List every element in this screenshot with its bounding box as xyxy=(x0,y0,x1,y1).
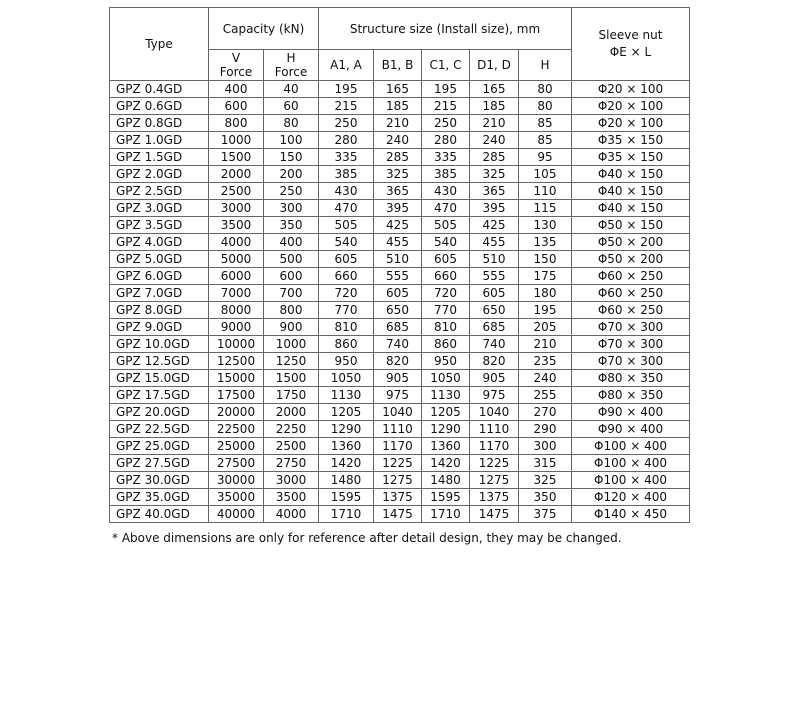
h-force-cell: 1250 xyxy=(264,353,319,370)
sleeve-nut-cell: Φ100 × 400 xyxy=(572,455,690,472)
table-row xyxy=(110,421,690,438)
sleeve-nut-cell: Φ50 × 150 xyxy=(572,217,690,234)
b1-cell: 1040 xyxy=(374,404,422,421)
c1-cell: 1420 xyxy=(422,455,470,472)
sleeve-nut-cell: Φ60 × 250 xyxy=(572,268,690,285)
h-cell: 210 xyxy=(519,336,572,353)
v-force-cell: 25000 xyxy=(209,438,264,455)
h-force-cell: 100 xyxy=(264,132,319,149)
h-cell: 205 xyxy=(519,319,572,336)
table-row xyxy=(110,81,690,98)
d1-cell: 325 xyxy=(470,166,519,183)
a1-cell: 195 xyxy=(319,81,374,98)
type-cell: GPZ 15.0GD xyxy=(110,370,209,387)
type-cell: GPZ 25.0GD xyxy=(110,438,209,455)
a1-cell: 660 xyxy=(319,268,374,285)
b1-cell: 455 xyxy=(374,234,422,251)
b1-cell: 285 xyxy=(374,149,422,166)
c1-header: C1, C xyxy=(422,50,470,81)
c1-cell: 215 xyxy=(422,98,470,115)
h-cell: 240 xyxy=(519,370,572,387)
sleeve-nut-cell: Φ40 × 150 xyxy=(572,200,690,217)
type-cell: GPZ 40.0GD xyxy=(110,506,209,523)
h-force-cell: 1000 xyxy=(264,336,319,353)
a1-cell: 505 xyxy=(319,217,374,234)
c1-cell: 1205 xyxy=(422,404,470,421)
d1-cell: 1110 xyxy=(470,421,519,438)
d1-cell: 395 xyxy=(470,200,519,217)
c1-cell: 1710 xyxy=(422,506,470,523)
b1-cell: 1170 xyxy=(374,438,422,455)
type-cell: GPZ 0.8GD xyxy=(110,115,209,132)
type-cell: GPZ 10.0GD xyxy=(110,336,209,353)
sleeve-nut-cell: Φ60 × 250 xyxy=(572,285,690,302)
table-row xyxy=(110,217,690,234)
d1-cell: 425 xyxy=(470,217,519,234)
d1-cell: 820 xyxy=(470,353,519,370)
d1-cell: 740 xyxy=(470,336,519,353)
h-force-cell: 350 xyxy=(264,217,319,234)
v-force-cell: 400 xyxy=(209,81,264,98)
h-cell: 180 xyxy=(519,285,572,302)
table-row xyxy=(110,387,690,404)
d1-cell: 365 xyxy=(470,183,519,200)
h-force-cell: 60 xyxy=(264,98,319,115)
b1-cell: 1475 xyxy=(374,506,422,523)
h-force-cell: 2500 xyxy=(264,438,319,455)
a1-cell: 950 xyxy=(319,353,374,370)
capacity-header: Capacity (kN) xyxy=(209,8,319,50)
type-cell: GPZ 1.5GD xyxy=(110,149,209,166)
sleeve-nut-cell: Φ120 × 400 xyxy=(572,489,690,506)
h-force-cell: 3000 xyxy=(264,472,319,489)
v-force-cell: 1000 xyxy=(209,132,264,149)
b1-cell: 1225 xyxy=(374,455,422,472)
b1-cell: 165 xyxy=(374,81,422,98)
b1-cell: 1275 xyxy=(374,472,422,489)
a1-cell: 215 xyxy=(319,98,374,115)
type-cell: GPZ 1.0GD xyxy=(110,132,209,149)
table-row xyxy=(110,472,690,489)
sleeve-nut-cell: Φ70 × 300 xyxy=(572,319,690,336)
a1-cell: 770 xyxy=(319,302,374,319)
v-force-cell: 6000 xyxy=(209,268,264,285)
sleeve-nut-cell: Φ40 × 150 xyxy=(572,183,690,200)
h-cell: 195 xyxy=(519,302,572,319)
h-cell: 105 xyxy=(519,166,572,183)
table-row xyxy=(110,200,690,217)
b1-cell: 425 xyxy=(374,217,422,234)
a1-cell: 605 xyxy=(319,251,374,268)
h-cell: 375 xyxy=(519,506,572,523)
d1-cell: 685 xyxy=(470,319,519,336)
table-body xyxy=(110,81,690,523)
d1-cell: 185 xyxy=(470,98,519,115)
v-force-cell: 40000 xyxy=(209,506,264,523)
h-cell: 80 xyxy=(519,98,572,115)
b1-cell: 365 xyxy=(374,183,422,200)
b1-cell: 510 xyxy=(374,251,422,268)
table-row xyxy=(110,489,690,506)
type-cell: GPZ 3.0GD xyxy=(110,200,209,217)
type-cell: GPZ 22.5GD xyxy=(110,421,209,438)
h-force-cell: 150 xyxy=(264,149,319,166)
b1-cell: 975 xyxy=(374,387,422,404)
type-cell: GPZ 6.0GD xyxy=(110,268,209,285)
h-cell: 235 xyxy=(519,353,572,370)
h-cell: 135 xyxy=(519,234,572,251)
table-row xyxy=(110,404,690,421)
sleeve-nut-cell: Φ80 × 350 xyxy=(572,370,690,387)
v-force-cell: 17500 xyxy=(209,387,264,404)
v-force-header xyxy=(209,50,264,81)
a1-cell: 1710 xyxy=(319,506,374,523)
d1-cell: 210 xyxy=(470,115,519,132)
type-header: Type xyxy=(110,8,209,81)
table-row xyxy=(110,319,690,336)
type-cell: GPZ 0.6GD xyxy=(110,98,209,115)
b1-cell: 605 xyxy=(374,285,422,302)
sleeve-nut-cell: Φ80 × 350 xyxy=(572,387,690,404)
table-row xyxy=(110,183,690,200)
a1-cell: 810 xyxy=(319,319,374,336)
sleeve-nut-header xyxy=(572,8,690,81)
d1-cell: 605 xyxy=(470,285,519,302)
h-force-cell: 2750 xyxy=(264,455,319,472)
d1-cell: 650 xyxy=(470,302,519,319)
sleeve-nut-cell: Φ35 × 150 xyxy=(572,132,690,149)
h-force-cell: 3500 xyxy=(264,489,319,506)
footnote: * Above dimensions are only for reference after detail design, they may be changed. xyxy=(112,531,622,545)
h-force-cell: 300 xyxy=(264,200,319,217)
d1-cell: 1225 xyxy=(470,455,519,472)
a1-cell: 1480 xyxy=(319,472,374,489)
a1-cell: 280 xyxy=(319,132,374,149)
table-row xyxy=(110,353,690,370)
h-force-cell: 80 xyxy=(264,115,319,132)
c1-cell: 470 xyxy=(422,200,470,217)
v-force-header-line2: Force xyxy=(219,65,253,79)
h-force-cell: 2250 xyxy=(264,421,319,438)
v-force-cell: 2000 xyxy=(209,166,264,183)
d1-cell: 165 xyxy=(470,81,519,98)
c1-cell: 1480 xyxy=(422,472,470,489)
sleeve-nut-cell: Φ90 × 400 xyxy=(572,404,690,421)
sleeve-nut-cell: Φ50 × 200 xyxy=(572,234,690,251)
c1-cell: 950 xyxy=(422,353,470,370)
c1-cell: 1595 xyxy=(422,489,470,506)
v-force-header-line1: V xyxy=(231,51,241,65)
h-cell: 300 xyxy=(519,438,572,455)
sleeve-nut-cell: Φ70 × 300 xyxy=(572,336,690,353)
h-force-cell: 1500 xyxy=(264,370,319,387)
h-cell: 85 xyxy=(519,132,572,149)
b1-cell: 685 xyxy=(374,319,422,336)
sleeve-nut-cell: Φ140 × 450 xyxy=(572,506,690,523)
a1-cell: 1360 xyxy=(319,438,374,455)
sleeve-nut-cell: Φ90 × 400 xyxy=(572,421,690,438)
h-force-cell: 800 xyxy=(264,302,319,319)
h-force-cell: 250 xyxy=(264,183,319,200)
d1-cell: 1475 xyxy=(470,506,519,523)
c1-cell: 540 xyxy=(422,234,470,251)
c1-cell: 605 xyxy=(422,251,470,268)
type-cell: GPZ 17.5GD xyxy=(110,387,209,404)
a1-cell: 470 xyxy=(319,200,374,217)
a1-cell: 1205 xyxy=(319,404,374,421)
h-force-cell: 400 xyxy=(264,234,319,251)
c1-cell: 505 xyxy=(422,217,470,234)
sleeve-nut-cell: Φ35 × 150 xyxy=(572,149,690,166)
h-cell: 350 xyxy=(519,489,572,506)
h-cell: 255 xyxy=(519,387,572,404)
b1-cell: 395 xyxy=(374,200,422,217)
c1-cell: 1360 xyxy=(422,438,470,455)
v-force-cell: 5000 xyxy=(209,251,264,268)
a1-cell: 335 xyxy=(319,149,374,166)
v-force-cell: 15000 xyxy=(209,370,264,387)
h-cell: 175 xyxy=(519,268,572,285)
h-force-cell: 4000 xyxy=(264,506,319,523)
table-row xyxy=(110,455,690,472)
h-header: H xyxy=(519,50,572,81)
v-force-cell: 9000 xyxy=(209,319,264,336)
h-cell: 115 xyxy=(519,200,572,217)
a1-cell: 385 xyxy=(319,166,374,183)
b1-cell: 905 xyxy=(374,370,422,387)
type-cell: GPZ 2.5GD xyxy=(110,183,209,200)
h-cell: 130 xyxy=(519,217,572,234)
a1-cell: 720 xyxy=(319,285,374,302)
d1-cell: 510 xyxy=(470,251,519,268)
type-cell: GPZ 20.0GD xyxy=(110,404,209,421)
type-cell: GPZ 0.4GD xyxy=(110,81,209,98)
a1-cell: 1595 xyxy=(319,489,374,506)
h-force-cell: 900 xyxy=(264,319,319,336)
sleeve-nut-cell: Φ100 × 400 xyxy=(572,472,690,489)
h-cell: 290 xyxy=(519,421,572,438)
d1-cell: 975 xyxy=(470,387,519,404)
table-row xyxy=(110,132,690,149)
type-cell: GPZ 12.5GD xyxy=(110,353,209,370)
c1-cell: 1050 xyxy=(422,370,470,387)
h-force-cell: 1750 xyxy=(264,387,319,404)
a1-header: A1, A xyxy=(319,50,374,81)
b1-cell: 240 xyxy=(374,132,422,149)
v-force-cell: 3000 xyxy=(209,200,264,217)
b1-cell: 740 xyxy=(374,336,422,353)
c1-cell: 195 xyxy=(422,81,470,98)
sleeve-nut-header-line1: Sleeve nut xyxy=(598,28,663,42)
c1-cell: 385 xyxy=(422,166,470,183)
h-force-header xyxy=(264,50,319,81)
d1-cell: 1040 xyxy=(470,404,519,421)
v-force-cell: 30000 xyxy=(209,472,264,489)
v-force-cell: 12500 xyxy=(209,353,264,370)
sleeve-nut-cell: Φ70 × 300 xyxy=(572,353,690,370)
sleeve-nut-header-line2: ΦE × L xyxy=(609,45,652,59)
type-cell: GPZ 8.0GD xyxy=(110,302,209,319)
structure-size-header: Structure size (Install size), mm xyxy=(319,8,572,50)
c1-cell: 430 xyxy=(422,183,470,200)
type-cell: GPZ 30.0GD xyxy=(110,472,209,489)
c1-cell: 770 xyxy=(422,302,470,319)
table-row xyxy=(110,285,690,302)
v-force-cell: 10000 xyxy=(209,336,264,353)
b1-cell: 210 xyxy=(374,115,422,132)
h-cell: 95 xyxy=(519,149,572,166)
v-force-cell: 8000 xyxy=(209,302,264,319)
a1-cell: 250 xyxy=(319,115,374,132)
h-cell: 110 xyxy=(519,183,572,200)
header-row-top xyxy=(110,8,690,50)
type-cell: GPZ 7.0GD xyxy=(110,285,209,302)
b1-cell: 650 xyxy=(374,302,422,319)
type-cell: GPZ 2.0GD xyxy=(110,166,209,183)
v-force-cell: 1500 xyxy=(209,149,264,166)
v-force-cell: 800 xyxy=(209,115,264,132)
table-row xyxy=(110,302,690,319)
h-force-cell: 600 xyxy=(264,268,319,285)
a1-cell: 540 xyxy=(319,234,374,251)
table-row xyxy=(110,438,690,455)
v-force-cell: 2500 xyxy=(209,183,264,200)
v-force-cell: 3500 xyxy=(209,217,264,234)
h-cell: 80 xyxy=(519,81,572,98)
d1-cell: 1275 xyxy=(470,472,519,489)
table-row xyxy=(110,336,690,353)
sleeve-nut-cell: Φ20 × 100 xyxy=(572,98,690,115)
v-force-cell: 22500 xyxy=(209,421,264,438)
h-cell: 85 xyxy=(519,115,572,132)
d1-cell: 555 xyxy=(470,268,519,285)
b1-header: B1, B xyxy=(374,50,422,81)
v-force-cell: 7000 xyxy=(209,285,264,302)
sleeve-nut-cell: Φ50 × 200 xyxy=(572,251,690,268)
table-row xyxy=(110,98,690,115)
table-row xyxy=(110,166,690,183)
c1-cell: 860 xyxy=(422,336,470,353)
c1-cell: 1130 xyxy=(422,387,470,404)
h-force-cell: 200 xyxy=(264,166,319,183)
table-row xyxy=(110,149,690,166)
v-force-cell: 27500 xyxy=(209,455,264,472)
sleeve-nut-cell: Φ100 × 400 xyxy=(572,438,690,455)
d1-cell: 455 xyxy=(470,234,519,251)
a1-cell: 860 xyxy=(319,336,374,353)
a1-cell: 430 xyxy=(319,183,374,200)
type-cell: GPZ 35.0GD xyxy=(110,489,209,506)
sleeve-nut-cell: Φ40 × 150 xyxy=(572,166,690,183)
h-cell: 270 xyxy=(519,404,572,421)
b1-cell: 555 xyxy=(374,268,422,285)
h-force-cell: 500 xyxy=(264,251,319,268)
c1-cell: 660 xyxy=(422,268,470,285)
table-row xyxy=(110,234,690,251)
h-cell: 315 xyxy=(519,455,572,472)
sleeve-nut-cell: Φ60 × 250 xyxy=(572,302,690,319)
table-row xyxy=(110,268,690,285)
a1-cell: 1290 xyxy=(319,421,374,438)
b1-cell: 1110 xyxy=(374,421,422,438)
h-cell: 325 xyxy=(519,472,572,489)
b1-cell: 820 xyxy=(374,353,422,370)
type-cell: GPZ 9.0GD xyxy=(110,319,209,336)
d1-header: D1, D xyxy=(470,50,519,81)
a1-cell: 1050 xyxy=(319,370,374,387)
h-force-header-line1: H xyxy=(286,51,296,65)
c1-cell: 335 xyxy=(422,149,470,166)
c1-cell: 1290 xyxy=(422,421,470,438)
h-force-header-line2: Force xyxy=(274,65,308,79)
v-force-cell: 600 xyxy=(209,98,264,115)
d1-cell: 285 xyxy=(470,149,519,166)
type-cell: GPZ 27.5GD xyxy=(110,455,209,472)
type-cell: GPZ 3.5GD xyxy=(110,217,209,234)
table-row xyxy=(110,506,690,523)
c1-cell: 810 xyxy=(422,319,470,336)
c1-cell: 720 xyxy=(422,285,470,302)
sleeve-nut-cell: Φ20 × 100 xyxy=(572,115,690,132)
sleeve-nut-cell: Φ20 × 100 xyxy=(572,81,690,98)
d1-cell: 240 xyxy=(470,132,519,149)
b1-cell: 325 xyxy=(374,166,422,183)
h-force-cell: 2000 xyxy=(264,404,319,421)
v-force-cell: 20000 xyxy=(209,404,264,421)
table-row xyxy=(110,370,690,387)
b1-cell: 1375 xyxy=(374,489,422,506)
h-force-cell: 700 xyxy=(264,285,319,302)
h-force-cell: 40 xyxy=(264,81,319,98)
a1-cell: 1420 xyxy=(319,455,374,472)
d1-cell: 1375 xyxy=(470,489,519,506)
table-row xyxy=(110,115,690,132)
v-force-cell: 4000 xyxy=(209,234,264,251)
type-cell: GPZ 5.0GD xyxy=(110,251,209,268)
type-cell: GPZ 4.0GD xyxy=(110,234,209,251)
d1-cell: 1170 xyxy=(470,438,519,455)
b1-cell: 185 xyxy=(374,98,422,115)
a1-cell: 1130 xyxy=(319,387,374,404)
d1-cell: 905 xyxy=(470,370,519,387)
v-force-cell: 35000 xyxy=(209,489,264,506)
bearing-spec-table xyxy=(109,7,690,523)
h-cell: 150 xyxy=(519,251,572,268)
c1-cell: 250 xyxy=(422,115,470,132)
c1-cell: 280 xyxy=(422,132,470,149)
table-row xyxy=(110,251,690,268)
